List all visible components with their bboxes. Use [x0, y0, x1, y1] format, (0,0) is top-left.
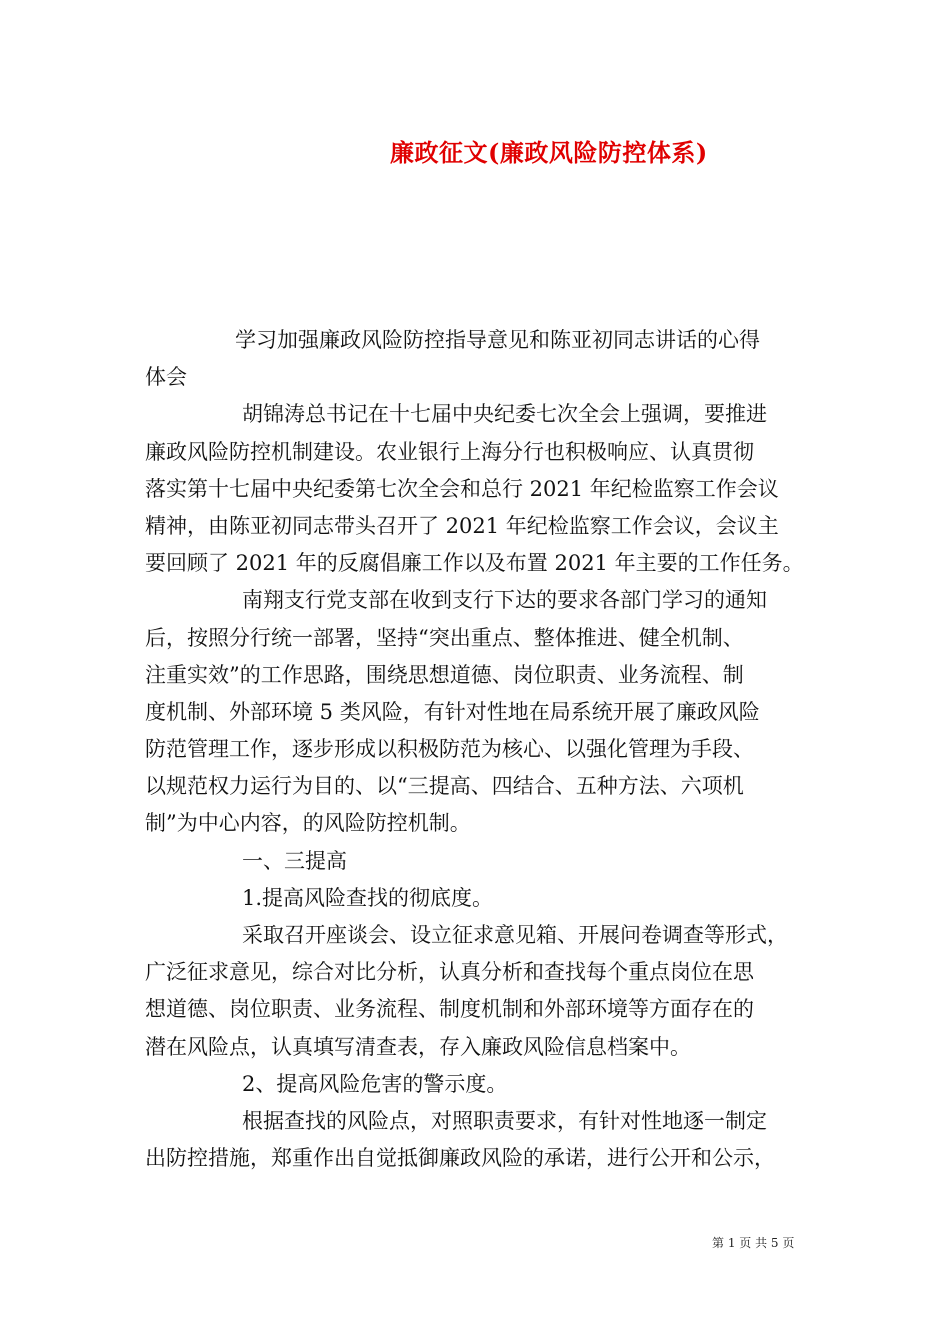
body-line: 潜在风险点，认真填写清查表，存入廉政风险信息档案中。 — [145, 1034, 691, 1059]
subsection-heading: 2、提高风险危害的警示度。 — [242, 1071, 508, 1096]
body-line: 度机制、外部环境 5 类风险，有针对性地在局系统开展了廉政风险 — [145, 699, 760, 724]
document-body — [145, 322, 810, 1177]
body-line: 根据查找的风险点，对照职责要求，有针对性地逐一制定 — [242, 1108, 767, 1133]
body-line: 南翔支行党支部在收到支行下达的要求各部门学习的通知 — [242, 588, 767, 613]
body-line: 广泛征求意见，综合对比分析，认真分析和查找每个重点岗位在思 — [145, 960, 754, 985]
body-line: 要回顾了 2021 年的反腐倡廉工作以及布置 2021 年主要的工作任务。 — [145, 551, 804, 576]
body-line: 出防控措施，郑重作出自觉抵御廉政风险的承诺，进行公开和公示， — [145, 1146, 775, 1171]
body-line: 注重实效”的工作思路，围绕思想道德、岗位职责、业务流程、制 — [145, 662, 744, 687]
body-line: 胡锦涛总书记在十七届中央纪委七次全会上强调，要推进 — [242, 402, 767, 427]
body-line: 想道德、岗位职责、业务流程、制度机制和外部环境等方面存在的 — [145, 997, 754, 1022]
body-line: 廉政风险防控机制建设。农业银行上海分行也积极响应、认真贯彻 — [145, 439, 754, 464]
body-line: 制”为中心内容，的风险防控机制。 — [145, 811, 471, 836]
body-line: 后，按照分行统一部署，坚持“突出重点、整体推进、健全机制、 — [145, 625, 744, 650]
body-line: 采取召开座谈会、设立征求意见箱、开展问卷调查等形式， — [242, 923, 788, 947]
subsection-heading: 1.提高风险查找的彻底度。 — [242, 885, 494, 910]
body-line: 体会 — [145, 365, 187, 390]
document-title: 廉政征文(廉政风险防控体系) — [390, 138, 708, 167]
body-line: 落实第十七届中央纪委第七次全会和总行 2021 年纪检监察工作会议 — [145, 476, 779, 501]
page-number-footer: 第 1 页 共 5 页 — [712, 1236, 795, 1250]
section-heading: 一、三提高 — [242, 848, 347, 873]
body-line: 学习加强廉政风险防控指导意见和陈亚初同志讲话的心得 — [235, 328, 760, 352]
body-line: 以规范权力运行为目的、以“三提高、四结合、五种方法、六项机 — [145, 774, 744, 799]
body-line: 防范管理工作，逐步形成以积极防范为核心、以强化管理为手段、 — [145, 737, 754, 762]
body-line: 精神，由陈亚初同志带头召开了 2021 年纪检监察工作会议，会议主 — [145, 513, 779, 538]
